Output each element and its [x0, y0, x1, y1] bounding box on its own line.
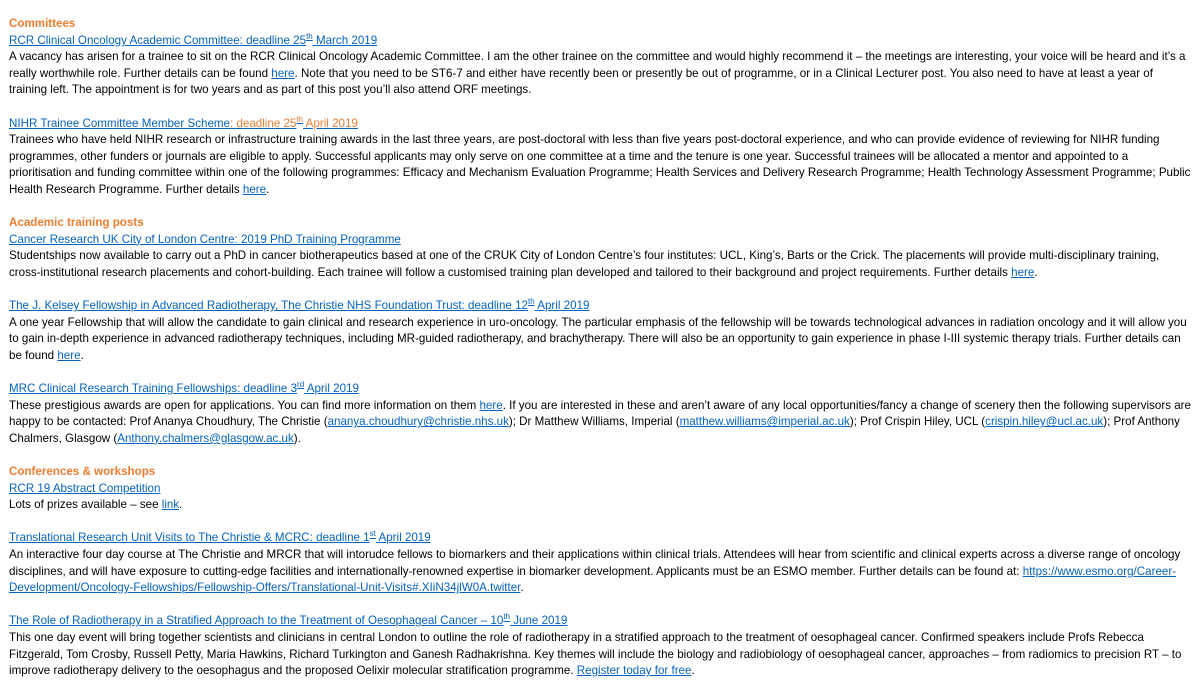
spacer: [9, 99, 1193, 116]
spacer: [9, 514, 1193, 531]
document-body: [9, 16, 1193, 680]
body-text: These prestigious awards are open for applications. You can find more information on them: [9, 398, 480, 412]
item-title-text[interactable]: The Role of Radiotherapy in a Stratified Approach to the Treatment of Oesophageal Cancer – 10: [9, 614, 504, 628]
here-link[interactable]: here: [1011, 265, 1035, 279]
item-title-text[interactable]: MRC Clinical Research Training Fellowships: deadline 3: [9, 382, 298, 396]
item-title-tru[interactable]: [9, 530, 1193, 547]
section-heading-committees: Committees: [9, 17, 76, 30]
item-title-text[interactable]: March 2019: [312, 33, 378, 47]
body-text: .: [80, 348, 84, 362]
email-link-williams[interactable]: matthew.williams@imperial.ac.uk: [679, 415, 850, 429]
here-link[interactable]: here: [271, 66, 295, 80]
body-text: .: [1034, 265, 1038, 279]
body-text: .: [179, 498, 183, 512]
item-title-text[interactable]: April 2019: [304, 382, 359, 396]
body-text: A one year Fellowship that will allow the candidate to gain clinical and research experience in uro-oncology. The particular emphasis of the fellowship will be towards technological advances in radiation oncology and it will allow you to gain in-depth experience in advanced radiotherapy techniques, including MR-guided radiotherapy, and brachytherapy. There will also be an opportunity to gain experience in phase I-III systemic therapy trials. Further details can be found: [9, 315, 1187, 362]
item-body-tru: [9, 547, 1193, 597]
item-title-text[interactable]: Cancer Research UK City of London Centre: 2019 PhD Training Programme: [9, 232, 401, 246]
spacer: [9, 597, 1193, 614]
body-text: ); Dr Matthew Williams, Imperial (: [508, 415, 680, 429]
here-link[interactable]: here: [57, 348, 81, 362]
body-text: ); Prof Anthony Chalmers, Glasgow (: [9, 415, 1180, 445]
here-link[interactable]: here: [242, 182, 267, 196]
item-title-text[interactable]: June 2019: [510, 614, 568, 628]
item-title-sup[interactable]: th: [503, 612, 510, 622]
spacer: [9, 282, 1193, 299]
item-title-kelsey[interactable]: [9, 298, 1193, 315]
item-title-cruk[interactable]: [9, 232, 1193, 249]
spacer: [9, 447, 1193, 464]
body-text: ).: [293, 431, 301, 445]
item-title-sup[interactable]: th: [306, 31, 313, 41]
item-title-rcr-committee[interactable]: [9, 33, 1193, 50]
link-link[interactable]: link: [161, 498, 180, 512]
body-text: .: [520, 581, 524, 595]
section-heading-academic: Academic training posts: [9, 216, 144, 230]
item-body-mrc: [9, 398, 1193, 448]
item-title-sup[interactable]: rd: [297, 380, 305, 390]
email-link-choudhury[interactable]: ananya.choudhury@christie.nhs.uk: [327, 415, 509, 429]
item-title-text[interactable]: The J. Kelsey Fellowship in Advanced Radiotherapy, The Christie NHS Foundation Trust: deadline 12: [9, 299, 528, 313]
body-text: ); Prof Crispin Hiley, UCL (: [849, 415, 986, 429]
body-text: . Note that you need to be ST6-7 and either have recently been or presently be out of programme, or in a Clinical Lecturer post. You also need to have at least a year of training left. The appointment is for two years and as part of this post you’ll also attend ORF meetings.: [9, 66, 1153, 97]
here-link[interactable]: here: [479, 398, 503, 412]
item-title-oesophageal[interactable]: [9, 613, 1193, 630]
body-text: A vacancy has arisen for a trainee to sit on the RCR Clinical Oncology Academic Committee. I am the other trainee on the committee and would highly recommend it – the meetings are interesting, your voice will be heard and it’s a really worthwhile role. Further details can be found: [9, 50, 1186, 80]
item-title-text[interactable]: RCR 19 Abstract Competition: [9, 481, 161, 495]
item-title-sup[interactable]: th: [528, 297, 535, 307]
body-text: Studentships now available to carry out a PhD in cancer biotherapeutics based at one of the CRUK City of London Centre’s four institutes: UCL, King’s, Barts or the Crick. The placements will provide multi-disciplinary training, cross-institutional research placements and cohort-building. Each trainee will follow a customised training plan developed and tailored to their background and project requirements. Further details: [9, 249, 1160, 279]
item-body-cruk: [9, 248, 1193, 281]
item-title-mrc[interactable]: [9, 381, 1193, 398]
body-text: Lots of prizes available – see: [9, 498, 162, 512]
email-link-hiley[interactable]: crispin.hiley@ucl.ac.uk: [985, 415, 1104, 429]
item-title-nihr-committee[interactable]: [9, 116, 1193, 133]
esmo-url-link[interactable]: https://www.esmo.org/Career-Development/Oncology-Fellowships/Fellowship-Offers/Translational-Unit-Visits#.XIiN34jlW0A.twitter: [9, 564, 1177, 595]
spacer: [9, 364, 1193, 381]
item-body-kelsey: [9, 315, 1193, 365]
body-text: An interactive four day course at The Christie and MRCR that will intorudce fellows to biomarkers and their applications within clinical trials. Attendees will hear from scientific and clinical experts across a diverse range of oncology disciplines, and will have exposure to cutting-edge facilities and internationally-renowned expertise in biomarker development. Applicants must be an ESMO member. Further details can be found at:: [9, 548, 1181, 578]
item-title-text[interactable]: RCR Clinical Oncology Academic Committee: deadline 25: [9, 33, 307, 47]
item-title-sup[interactable]: st: [369, 529, 376, 539]
item-title-text[interactable]: NIHR Trainee Committee Member Scheme: [9, 116, 230, 130]
item-body-nihr-committee: [9, 132, 1193, 198]
item-title-sup[interactable]: th: [296, 114, 304, 124]
section-heading-conferences: Conferences & workshops: [9, 465, 156, 479]
body-text: Trainees who have held NIHR research or infrastructure training awards in the last three years, are post-doctoral with less than five years post-doctoral experience, and who can provide evidence of reviewing for NIHR funding programmes, other funders or journals are eligible to apply. Successful applicants may only serve on one committee at a time and the tenure is one year. Successful trainees will be allocated a mentor and appointed to a prioritisation and funding committee within one of the following programmes: Efficacy and Mechanism Evaluation Programme; Health Services and Delivery Research Programme; Health Technology Assessment Programme; Public Health Research Programme. Further details: [9, 133, 1191, 196]
body-text: .: [266, 182, 270, 196]
body-text: .: [691, 664, 695, 678]
item-body-oesophageal: [9, 630, 1193, 680]
item-title-text[interactable]: Translational Research Unit Visits to The Christie & MCRC: deadline 1: [9, 531, 370, 545]
item-title-rcr19[interactable]: [9, 481, 1193, 498]
item-title-text[interactable]: April 2019: [375, 531, 431, 545]
item-title-deadline[interactable]: April 2019: [303, 116, 358, 130]
email-link-chalmers[interactable]: Anthony.chalmers@glasgow.ac.uk: [117, 431, 294, 445]
item-title-deadline[interactable]: : deadline 25: [230, 116, 297, 130]
spacer: [9, 199, 1193, 216]
body-text: This one day event will bring together scientists and clinicians in central London to outline the role of radiotherapy in a stratified approach to the treatment of oesophageal cancer. Confirmed speakers include Profs Rebecca Fitzgerald, Tom Crosby, Russell Petty, Maria Hawkins, Richard Turkington and Ganesh Radhakrishna. Key themes will include the biology and radiobiology of oesophageal cancer, approaches – from radiomics to precision RT – to improve radiotherapy delivery to the oesophagus and the proposed Oelixir molecular stratification programme.: [9, 630, 1182, 678]
item-title-text[interactable]: April 2019: [534, 299, 590, 313]
item-body-rcr19: [9, 497, 1193, 514]
body-text: . If you are interested in these and aren’t aware of any local opportunities/fancy a change of scenery then the following supervisors are happy to be contacted: Prof Ananya Choudhury, The Christie (: [9, 398, 1191, 429]
item-body-rcr-committee: [9, 49, 1193, 99]
register-link[interactable]: Register today for free: [576, 664, 692, 678]
